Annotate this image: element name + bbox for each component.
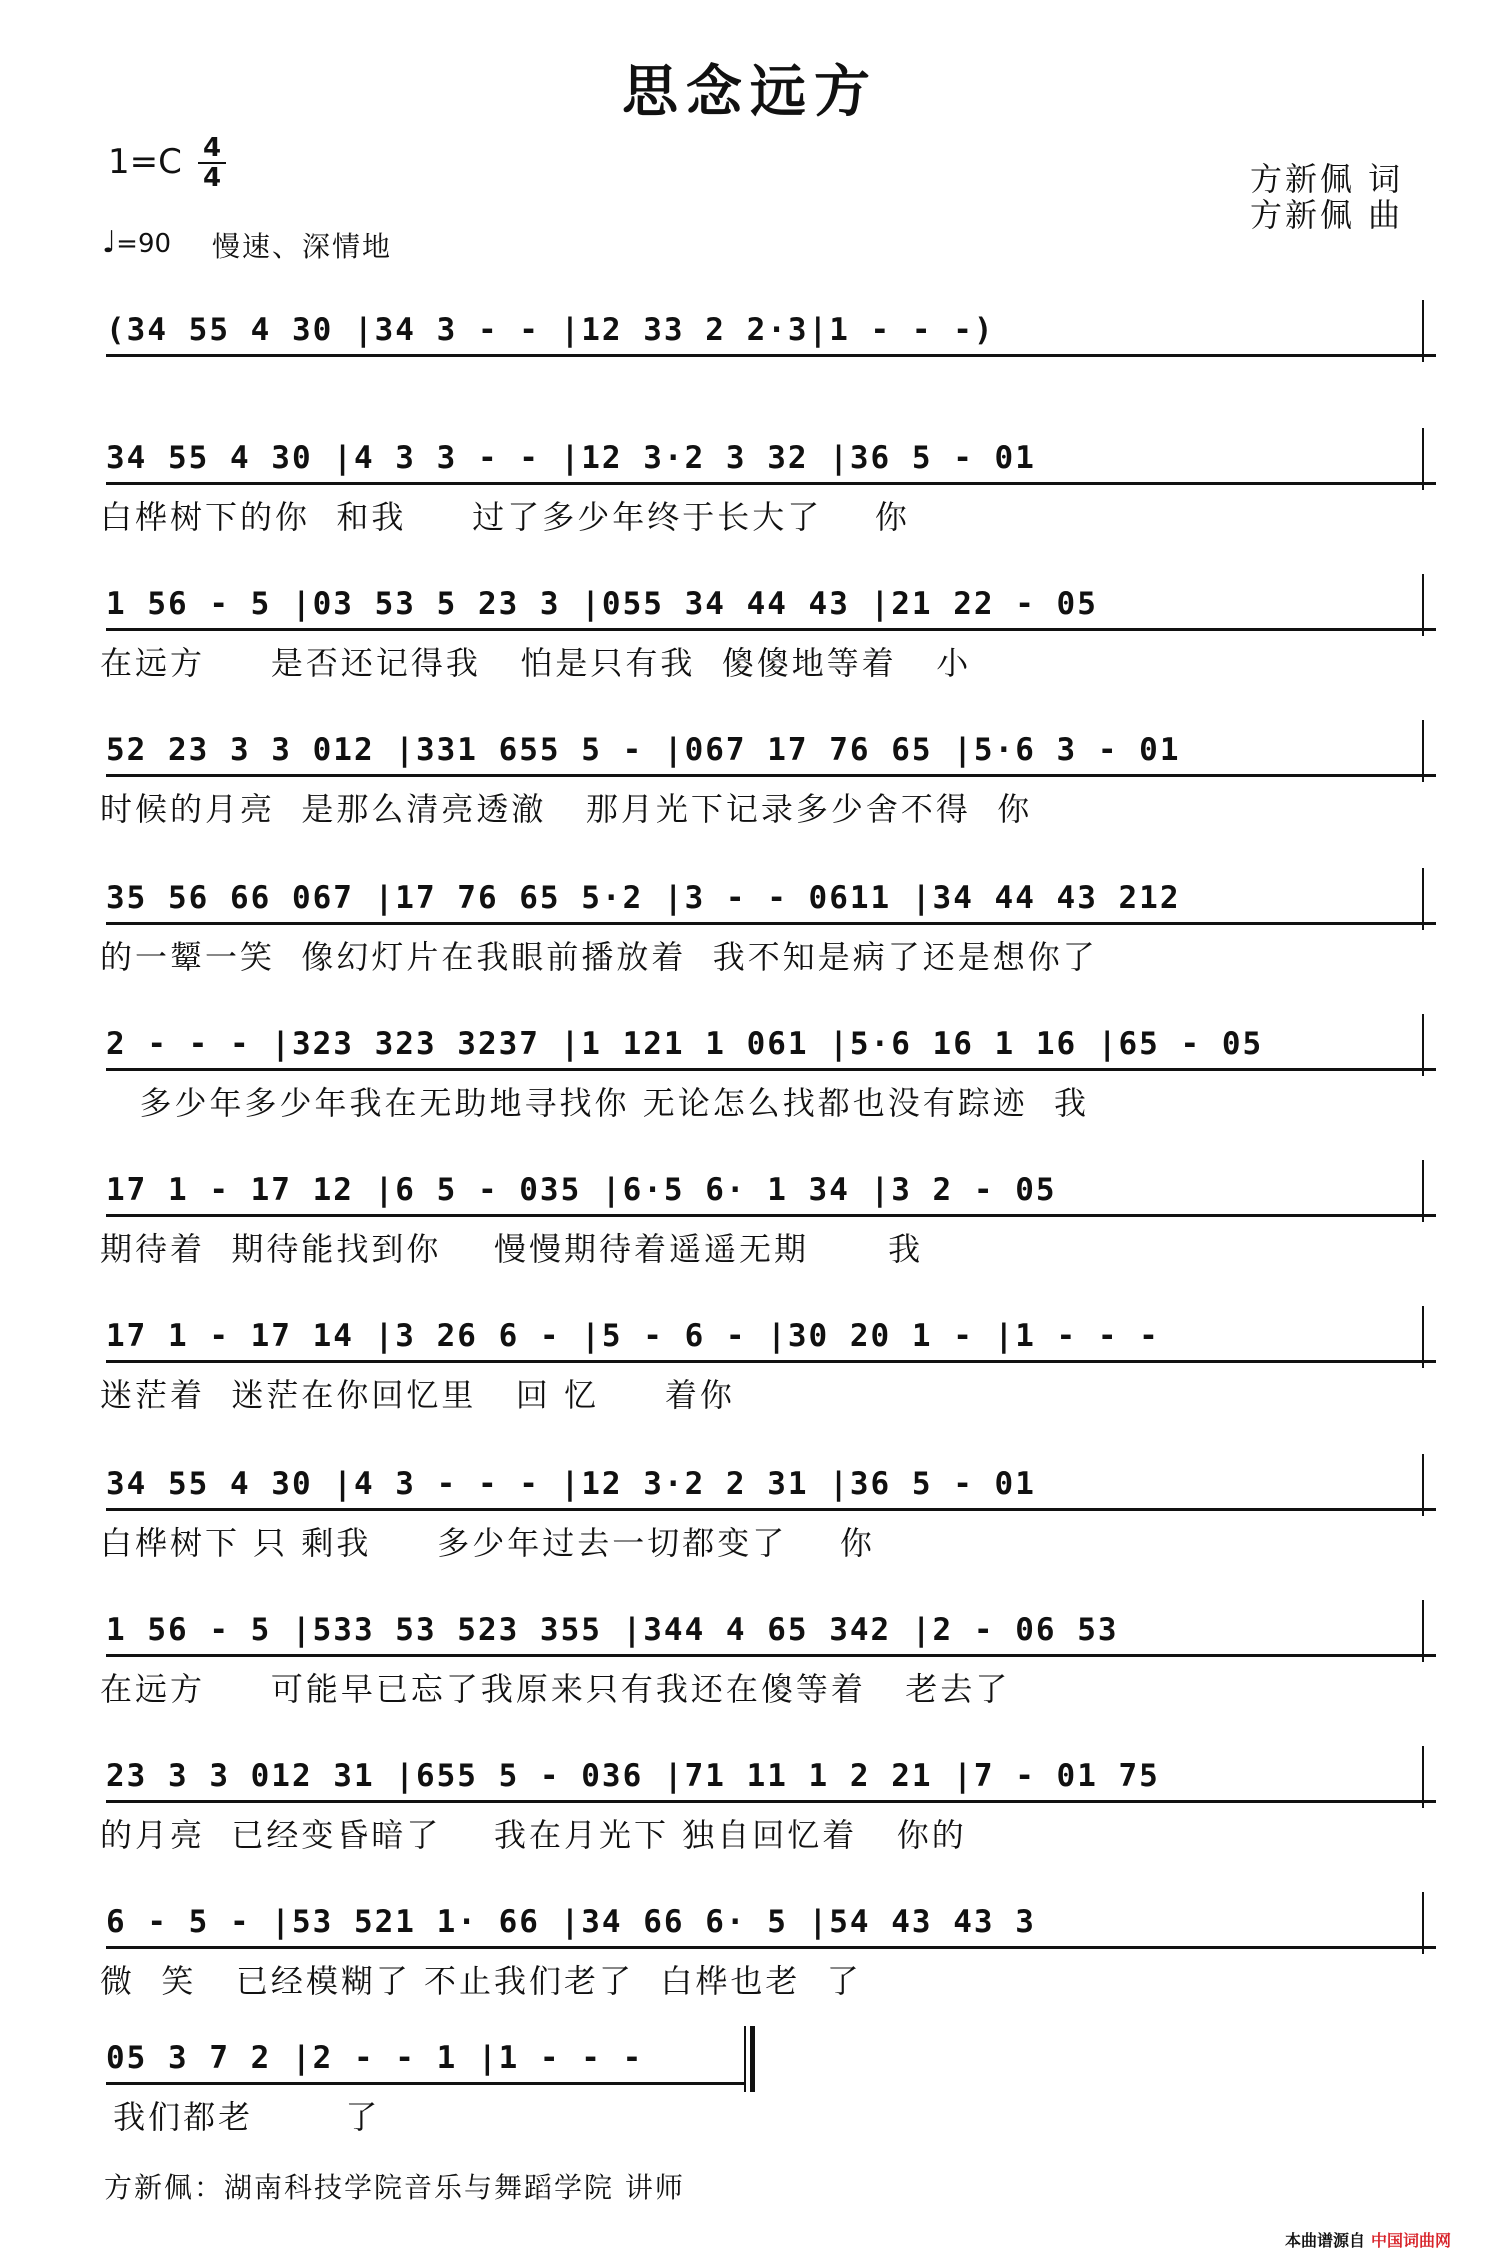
score-system [100,586,1430,706]
barline [1422,574,1424,636]
lyrics-line: 在远方 可能早已忘了我原来只有我还在傻等着 老去了 [100,1670,1011,1704]
notation-line: 52 23 3 3 012 |331 655 5 - |067 17 76 65 |5·6 3 - 01 [106,732,1436,777]
lyrics-line: 微 笑 已经模糊了 不止我们老了 白桦也老 了 [100,1962,862,1996]
score-system [100,1172,1430,1292]
source-brand: 中国词曲网 [1371,2231,1452,2250]
lyrics-line: 我们都老 了 [100,2098,381,2132]
time-signature-bottom: 4 [202,163,222,193]
notation-line: 34 55 4 30 |4 3 - - - |12 3·2 2 31 |36 5 - 01 [106,1466,1436,1511]
barline [1422,428,1424,490]
notation-line: 1 56 - 5 |533 53 523 355 |344 4 65 342 |2 - 06 53 [106,1612,1436,1657]
barline [1422,1454,1424,1516]
notation-line: 1 56 - 5 |03 53 5 23 3 |055 34 44 43 |21 22 - 05 [106,586,1436,631]
lyrics-line: 白桦树下的你 和我 过了多少年终于长大了 你 [100,498,910,532]
notation-line: 23 3 3 012 31 |655 5 - 036 |71 11 1 2 21 |7 - 01 75 [106,1758,1436,1803]
tempo-value: =90 [116,229,172,259]
score-system [100,1466,1430,1586]
score-system [100,880,1430,1000]
source-watermark [1285,2228,1451,2251]
composer-note: 方新佩：湖南科技学院音乐与舞蹈学院 讲师 [104,2171,685,2204]
barline [1422,868,1424,930]
notation-line: 6 - 5 - |53 521 1· 66 |34 66 6· 5 |54 43 43 3 [106,1904,1436,1949]
barline [1422,1600,1424,1662]
lyrics-line: 的月亮 已经变昏暗了 我在月光下 独自回忆着 你的 [100,1816,967,1850]
notation-line: 34 55 4 30 |4 3 3 - - |12 3·2 3 32 |36 5 - 01 [106,440,1436,485]
score-system [100,1026,1430,1146]
score-system [100,440,1430,560]
score-system [100,732,1430,852]
notation-line: 17 1 - 17 12 |6 5 - 035 |6·5 6· 1 34 |3 2 - 05 [106,1172,1436,1217]
tempo-marking [102,225,171,260]
key-signature: 1=C [108,142,182,182]
notation-line: 05 3 7 2 |2 - - 1 |1 - - - [106,2040,746,2085]
lyrics-line: 的一颦一笑 像幻灯片在我眼前播放着 我不知是病了还是想你了 [100,938,1098,972]
barline [1422,300,1424,362]
barline [1422,1014,1424,1076]
score-system [100,312,1430,432]
score-system [100,1612,1430,1732]
notation-line: 35 56 66 067 |17 76 65 5·2 |3 - - 0611 |34 44 43 212 [106,880,1436,925]
barline [1422,1306,1424,1368]
barline [1422,1160,1424,1222]
lyrics-line: 期待着 期待能找到你 慢慢期待着遥遥无期 我 [100,1230,924,1264]
lyrics-line [100,364,1430,404]
score-system [100,1904,1430,2024]
barline [1422,1746,1424,1808]
notation-line: 17 1 - 17 14 |3 26 6 - |5 - 6 - |30 20 1 - |1 - - - [106,1318,1436,1363]
notation-line: (34 55 4 30 |34 3 - - |12 33 2 2·3|1 - - -) [106,312,1436,357]
lyrics-line: 迷茫着 迷茫在你回忆里 回 忆 着你 [100,1376,735,1410]
lyrics-line: 多少年多少年我在无助地寻找你 无论怎么找都也没有踪迹 我 [100,1084,1090,1118]
expression-marking: 慢速、深情地 [212,230,393,263]
lyrics-line: 在远方 是否还记得我 怕是只有我 傻傻地等着 小 [100,644,972,678]
barline [1422,720,1424,782]
composer-credit: 方新佩 曲 [1250,196,1404,234]
score-system [100,2040,750,2160]
score-system [100,1758,1430,1878]
quarter-note-icon: ♩ [102,225,117,260]
barline [1422,1892,1424,1954]
time-signature-top: 4 [202,133,222,163]
song-title: 思念远方 [622,60,878,125]
lyrics-line: 时候的月亮 是那么清亮透澈 那月光下记录多少舍不得 你 [100,790,1033,824]
lyrics-line: 白桦树下 只 剩我 多少年过去一切都变了 你 [100,1524,875,1558]
time-signature [198,134,226,192]
score-system [100,1318,1430,1438]
source-prefix: 本曲谱源自 [1285,2231,1366,2250]
lyricist-credit: 方新佩 词 [1250,160,1404,198]
notation-line: 2 - - - |323 323 3237 |1 121 1 061 |5·6 16 1 16 |65 - 05 [106,1026,1436,1071]
final-barline [744,2026,756,2092]
